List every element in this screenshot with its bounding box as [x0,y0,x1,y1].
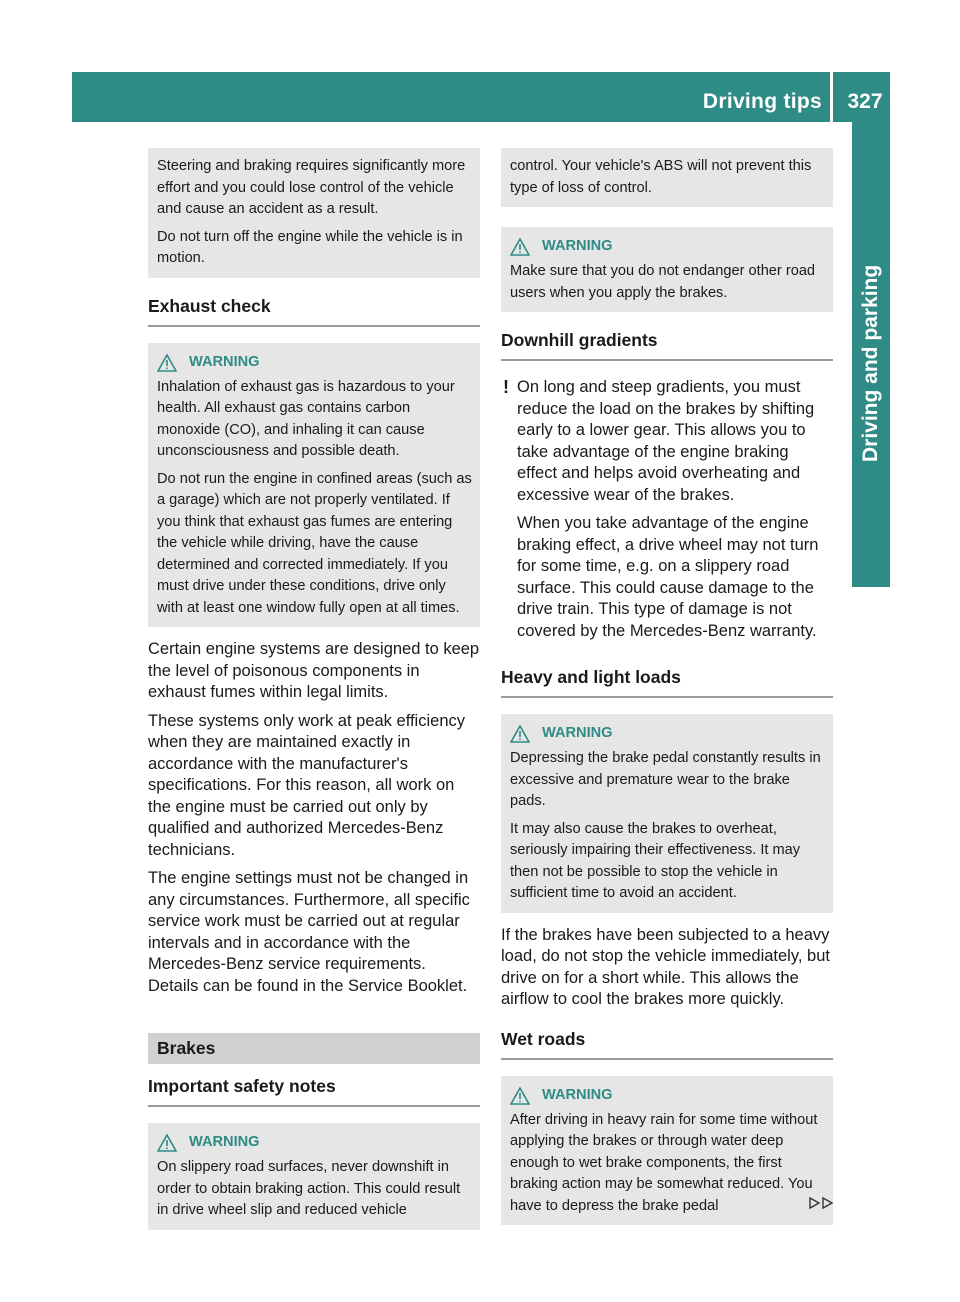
body-paragraph: If the brakes have been subjected to a heavy load, do not stop the vehicle immediately, but drive on for a short while. This allows the airflow to cool the brakes more quickly. [501,925,830,1008]
warning-text: Do not run the engine in confined areas (such as a garage) which are not properly ventilated. If you think that exhaust gas fumes are entering the vehicle while driving, have the cause determined and corrected immediately. If you must drive under these conditions, drive only with at least one window fully open at all times. [157,470,472,616]
notice-text: When you take advantage of the engine braking effect, a drive wheel may not turn for some time, e.g. on a slippery road surface. This could cause damage to the drive train. This type of damage is not covered by the Mercedes-Benz warranty. [517,514,819,640]
warning-label: WARNING [542,725,613,742]
warning-header [510,722,825,746]
warning-triangle-icon [510,238,530,256]
header-divider [830,72,833,122]
box-paragraph: Do not turn off the engine while the vehicle is in motion. [157,228,463,266]
warning-label: WARNING [542,238,613,255]
continue-arrows-icon [808,1196,836,1210]
notice-text: On long and steep gradients, you must reduce the load on the brakes by shifting early to a lower gear. This allows you to take advantage of the engine braking effect and helps avoid overheating and excessive wear of the brakes. [517,378,815,504]
section-heading-downhill: Downhill gradients [501,330,833,361]
page-number: 327 [847,90,883,113]
warning-continued-box [148,148,480,278]
warning-text: It may also cause the brakes to overheat, seriously impairing their effectiveness. It may then not be possible to stop the vehicle in sufficient time to avoid an accident. [510,820,801,901]
box-paragraph: control. Your vehicle's ABS will not prevent this type of loss of control. [510,158,812,196]
notice-block [501,377,833,649]
warning-header [157,351,472,375]
warning-triangle-icon [510,725,530,743]
warning-triangle-icon [157,354,177,372]
section-heading-wet: Wet roads [501,1029,833,1060]
warning-text: Depressing the brake pedal constantly results in excessive and premature wear to the brake pads. [510,750,821,809]
section-heading-loads: Heavy and light loads [501,667,833,698]
warning-header [510,1084,825,1108]
warning-header [510,235,825,259]
warning-text: After driving in heavy rain for some time without applying the brakes or through water deep enough to wet brake components, the first braking action may be somewhat reduced. You have to depress the brake pedal [510,1111,818,1214]
body-paragraph: Certain engine systems are designed to keep the level of poisonous components in exhaust fumes within legal limits. [148,640,480,701]
warning-label: WARNING [189,353,260,370]
warning-continued-box [501,148,833,207]
warning-text: On slippery road surfaces, never downshift in order to obtain braking action. This could result in drive wheel slip and reduced vehicle [157,1159,461,1218]
warning-triangle-icon [510,1087,530,1105]
box-paragraph: Steering and braking requires significantly more effort and you could lose control of the vehicle and cause an accident as a result. [157,158,466,217]
page-header [72,72,890,122]
body-paragraph: These systems only work at peak efficiency when they are maintained exactly in accordance with the manufacturer's specifications. For this reason, all work on the engine must be carried out only by qualified and authorized Mercedes-Benz technicians. [148,711,465,859]
warning-label: WARNING [542,1086,613,1103]
exclamation-icon: ! [503,377,509,397]
warning-text: Inhalation of exhaust gas is hazardous to your health. All exhaust gas contains carbon monoxide (CO), and inhaling it can cause unconsciousness and possible death. [157,378,455,459]
section-heading-exhaust: Exhaust check [148,296,480,327]
warning-box [148,343,480,628]
warning-box [501,227,833,312]
warning-label: WARNING [189,1134,260,1151]
body-paragraph: The engine settings must not be changed in any circumstances. Furthermore, all specific service work must be carried out at regular intervals and in accordance with the Mercedes-Benz service requirements. Details can be found in the Service Booklet. [148,869,470,995]
warning-box [501,714,833,913]
warning-header [157,1131,472,1155]
warning-triangle-icon [157,1134,177,1152]
warning-box [501,1076,833,1226]
section-heading-safety: Important safety notes [148,1076,480,1107]
side-tab-label: Driving and parking [859,264,882,462]
header-title: Driving tips [702,90,822,113]
warning-text: Make sure that you do not endanger other road users when you apply the brakes. [510,263,816,301]
side-tab [852,122,890,587]
right-column [501,148,833,1237]
section-title-brakes: Brakes [148,1033,480,1064]
warning-box [148,1123,480,1230]
left-column [148,148,480,1242]
